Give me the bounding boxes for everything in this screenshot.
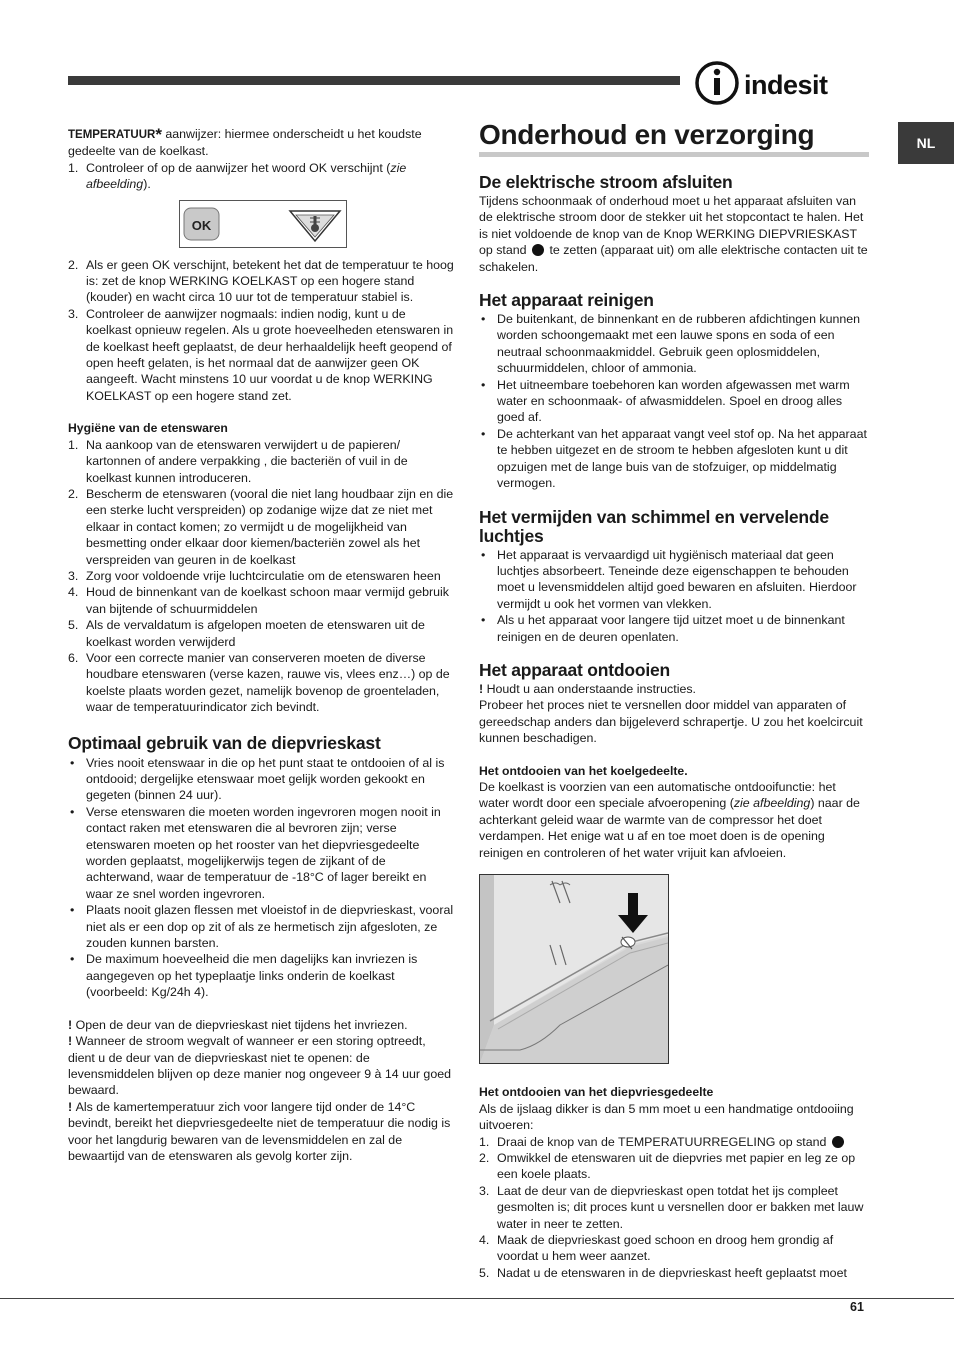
warnings-block [68,1017,454,1165]
asterisk: * [155,125,162,144]
footer-rule [0,1298,954,1299]
off-position-icon [532,244,544,256]
fridge-defrost-text: De koelkast is voorzien van een automatische ontdooifunctie: het water wordt door een speciale afvoeropening (zie afbeelding) naar de achterkant geleid waar de warmte van de compressor het doet verdampen. Het enige wat u af en toe moet doen is de opening reinigen en controleren of het water vrijuit kan afvloeien. [479,779,860,860]
temperature-label: TEMPERATUUR [68,129,156,141]
list-item: • De buitenkant, de binnenkant en de rubberen afdichtingen kunnen worden schoongemaakt met een lauwe spons en soda of een neutraal schoonmaakmiddel. Gebruik geen oplosmiddelen, schuurmiddelen, chloor of ammonia. [481,312,861,376]
power-text: Tijdens schoonmaak of onderhoud moet u het apparaat afsluiten van de elektrische stroom door de stekker uit het stopcontact te halen. Het is niet voldoende de knop van de Knop WERKING DIEPVRIESKAST op stand te zetten (apparaat uit) om alle elektrische contacten uit te schakelen. [479,194,868,274]
fridge-drain-illustration [479,874,669,1064]
svg-text:indesit: indesit [744,70,828,100]
list-item: • Plaats nooit glazen flessen met vloeistof in de diepvrieskast, vooral niet als er een dop op zit of als ze hermetisch zijn afgesloten, ze zouden kunnen barsten. [70,903,454,951]
list-item: 1. Na aankoop van de etenswaren verwijdert u de papieren/ kartonnen of andere verpakking , die bacteriën of vuil in de koelkast kunnen introduceren. [68,437,408,485]
item-number: 3. [68,306,79,321]
list-item: 3. Laat de deur van de diepvrieskast open totdat het ijs compleet gesmolten is; dit proces kunt u versnellen door er bakken met lauw water in neer te zetten. [479,1183,864,1231]
list-item: 1. Draai de knop van de TEMPERATUURREGELING op stand [479,1134,869,1150]
ok-indicator-figure [68,200,454,248]
exclamation-icon: ! [68,1017,76,1032]
temperature-intro [68,126,454,160]
freezer-usage-list [68,755,454,1001]
list-item: 3. Zorg voor voldoende vrije luchtcirculatie om de etenswaren heen [68,568,441,583]
section-title-power: De elektrische stroom afsluiten [479,172,733,192]
item-text: Als er geen OK verschijnt, betekent het dat de temperatuur te hoog is: zet de knop WERKING KOELKAST op een hogere stand (kouder) en wacht circa 10 uur tot de temperatuur stabiel is. [86,257,454,305]
list-item: 5. Als de vervaldatum is afgelopen moeten de etenswaren uit de koelkast worden verwijderd [68,618,425,649]
warning-2: ! Wanneer de stroom wegvalt of wanneer er een storing optreedt, dient u de deur van de diepvrieskast niet te openen: de levensmiddelen blijven op deze manier nog ongeveer 9 à 14 uur goed bewaard. [68,1034,451,1098]
freezer-defrost-title: Het ontdooien van het diepvriesgedeelte [479,1085,714,1100]
page-title: Onderhoud en verzorging [479,119,815,150]
list-item: • Vries nooit etenswaar in die op het punt staat te ontdooien of al is ontdooid; dergelijke etenswaar moet gelijk worden gekookt en gegeten (binnen 24 uur). [70,755,445,803]
list-item: 5. Nadat u de etenswaren in de diepvrieskast heeft geplaatst moet [479,1265,847,1280]
hygiene-list [68,437,454,716]
item-number: 2. [68,257,79,272]
list-item: • De maximum hoeveelheid die men dagelijks kan invriezen is aangegeven op het typeplaatje links onderin de koelkast (voorbeeld: Kg/24h 4). [70,952,418,1000]
fridge-defrost-title: Het ontdooien van het koelgedeelte. [479,763,688,778]
item-number: 1. [68,160,79,175]
list-item: • Als u het apparaat voor langere tijd uitzet moet u de binnenkant reinigen en de deuren openlaten. [481,613,845,644]
list-item: • Verse etenswaren die moeten worden ingevroren mogen nooit in contact raken met etenswaren die al bevroren zijn; verse etenswaren moeten op het rooster van het diepvriesgedeelte worden geplaatst, mogelijkerwijs tegen de zijkant of de achterwand, waar de temperatuur de -18°C of lager bereikt en waar ze snel worden ingevroren. [70,804,441,901]
svg-text:OK: OK [191,217,212,233]
ok-indicator-icon [180,201,346,247]
freezer-defrost-steps [479,1134,869,1282]
header-bar [68,76,680,85]
exclamation-icon: ! [68,1099,76,1114]
defrost-text: Probeer het proces niet te versnellen door middel van apparaten of gereedschap anders dan bijgeleverd schrapertje. U zou het koelcircuit kunnen beschadigen. [479,698,863,746]
page-number: 61 [850,1300,864,1314]
freezer-defrost-intro: Als de ijslaag dikker is dan 5 mm moet u een handmatige ontdooiing uitvoeren: [479,1101,854,1133]
warning-3: ! Als de kamertemperatuur zich voor langere tijd onder de 14°C bevindt, bereikt het diepvriesgedeelte niet de temperatuur die nodig is voor het langdurig bewaren van de levensmiddelen en zal de bewaartijd van de etenswaren als gevolg korter zijn. [68,1099,451,1163]
right-column [479,118,869,1281]
item-text: Controleer of op de aanwijzer het woord OK verschijnt (zie afbeelding). [86,160,407,192]
list-item: 6. Voor een correcte manier van conserveren moeten de diverse houdbare etenswaren (verse kazen, rauwe vis, vlees enz…) op de koelste plaats worden gezet, namelijk bovenop de groenteladen, waar de temperatuurindicator zich bevindt. [68,650,450,715]
freezer-usage-title: Optimaal gebruik van de diepvrieskast [68,732,381,753]
item-text: Controleer de aanwijzer nogmaals: indien nodig, kunt u de koelkast opnieuw regelen. Als u grote hoeveelheden etenswaren in de koelkast heeft geplaatst, de deur herhaaldelijk heeft geopend of open heeft gelaten, is het normaal dat de aanwijzer geen OK aangeeft. Wacht minstens 10 uur voordat u de knop WERKING KOELKAST op een hogere stand zet. [86,306,454,403]
section-title-defrost: Het apparaat ontdooien [479,659,671,680]
cleaning-list [479,311,869,491]
list-item [68,257,454,306]
list-item: • Het uitneembare toebehoren kan worden afgewassen met warm water en schoonmaak- of afwasmiddelen. Spoel en droog alles goed af. [481,377,850,425]
mold-list [479,547,869,645]
list-item [68,306,454,404]
exclamation-icon: ! [479,681,487,696]
left-column [68,126,454,1164]
title-underline [479,152,869,157]
language-tab: NL [898,122,954,164]
list-item: 4. Maak de diepvrieskast goed schoon en droog hem grondig af voordat u hem weer aanzet. [479,1233,834,1264]
temperature-steps [68,160,454,404]
hygiene-title: Hygiëne van de etenswaren [68,421,228,436]
list-item: 2. Omwikkel de etenswaren uit de diepvries met papier en leg ze op een koele plaats. [479,1151,856,1182]
section-title-cleaning: Het apparaat reinigen [479,290,654,311]
defrost-warning: ! Houdt u aan onderstaande instructies. [479,681,696,696]
exclamation-icon: ! [68,1034,76,1049]
warning-1: ! Open de deur van de diepvrieskast niet tijdens het invriezen. [68,1017,408,1032]
list-item: • De achterkant van het apparaat vangt veel stof op. Na het apparaat te hebben uitgezet en de stroom te hebben afgesloten kunt u dit opzuigen met de lange buis van de stofzuiger, op middelmatig vermogen. [481,426,867,491]
list-item: 4. Houd de binnenkant van de koelkast schoon maar vermijd gebruik van bijtende of schuurmiddelen [68,585,449,616]
off-position-icon [832,1136,844,1148]
list-item: • Het apparaat is vervaardigd uit hygiënisch materiaal dat geen luchtjes absorbeert. Teneinde deze eigenschappen te behouden moet u levensmiddelen altijd goed bewaren en afsluiten. Hierdoor vermijdt u ook het vormen van vlekken. [481,547,857,611]
temperature-intro-text: aanwijzer: hiermee onderscheidt u het koudste gedeelte van de koelkast. [68,127,422,159]
list-item: 2. Bescherm de etenswaren (vooral die niet lang houdbaar zijn en die een sterke lucht verspreiden) op zodanige wijze dat ze niet met elkaar in contact komen; zo vermijdt u de mogelijkheid van besmetting onder elkaar door kiemen/bacteriën zowel als het verspreiden van geuren in de koelkast [68,486,454,567]
section-title-mold: Het vermijden van schimmel en vervelende luchtjes [479,506,829,546]
indesit-logo [694,60,866,106]
list-item [68,160,454,193]
